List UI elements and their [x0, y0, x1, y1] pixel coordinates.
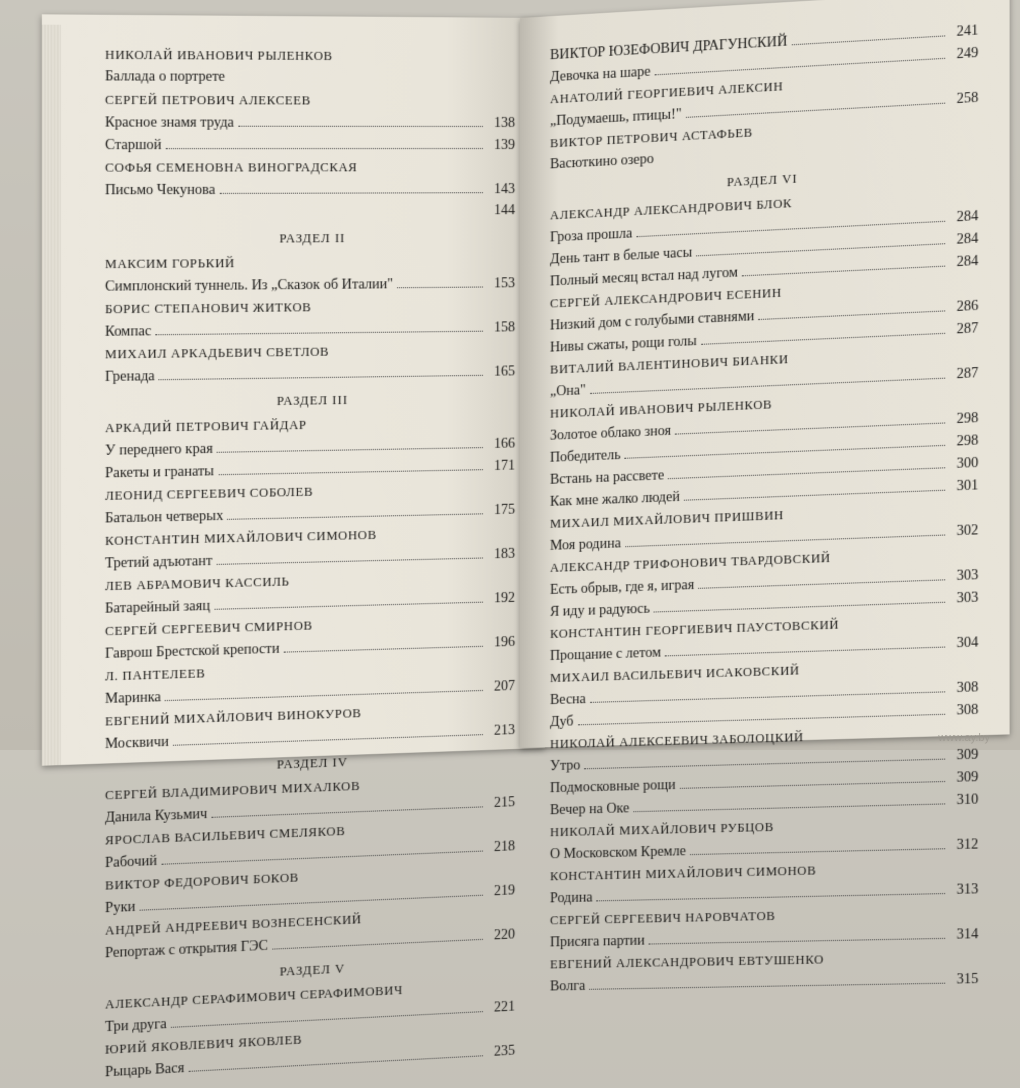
- page-number: 298: [956, 410, 979, 428]
- dot-leader: [155, 317, 482, 336]
- author-name: АНДРЕЙ АНДРЕЕВИЧ ВОЗНЕСЕНСКИЙ: [105, 912, 362, 938]
- page-number: 249: [956, 45, 979, 63]
- page-number: 215: [493, 795, 516, 811]
- author-name: ВИКТОР ПЕТРОВИЧ АСТАФЬЕВ: [549, 125, 753, 151]
- page-number: 284: [956, 231, 979, 248]
- right-page-contents: [550, 19, 978, 997]
- page-number: 153: [493, 276, 516, 292]
- page-number: 312: [956, 837, 979, 854]
- author-name: СЕРГЕЙ АЛЕКСАНДРОВИЧ ЕСЕНИН: [549, 285, 782, 311]
- work-title: Батарейный заяц: [105, 598, 211, 617]
- work-title: Маринка: [105, 689, 161, 708]
- work-title: Рабочий: [105, 853, 158, 872]
- page-number: 303: [956, 590, 979, 607]
- dot-leader: [219, 178, 483, 194]
- work-title: Рыцарь Вася: [105, 1060, 185, 1081]
- page-number: 213: [493, 723, 516, 739]
- author-name: Л. ПАНТЕЛЕЕВ: [105, 666, 206, 684]
- author-name: СЕРГЕЙ СЕРГЕЕВИЧ СМИРНОВ: [105, 618, 313, 639]
- dot-leader: [166, 134, 483, 149]
- section-heading: РАЗДЕЛ VI: [726, 171, 798, 190]
- section-heading: РАЗДЕЛ IV: [276, 754, 348, 772]
- work-title: Гренада: [105, 369, 155, 386]
- work-title: У переднего края: [105, 441, 213, 459]
- author-name: СОФЬЯ СЕМЕНОВНА ВИНОГРАДСКАЯ: [105, 160, 358, 175]
- work-title: Красное знамя труда: [105, 115, 234, 131]
- author-name: КОНСТАНТИН МИХАЙЛОВИЧ СИМОНОВ: [549, 863, 817, 884]
- page-number: 183: [493, 546, 516, 563]
- author-name: ЛЕВ АБРАМОВИЧ КАССИЛЬ: [105, 574, 290, 594]
- page-number: 143: [493, 182, 516, 198]
- right-page: [520, 0, 1010, 995]
- author-name: МАКСИМ ГОРЬКИЙ: [105, 256, 235, 272]
- work-title: Старшой: [105, 137, 162, 154]
- section-heading: РАЗДЕЛ III: [276, 392, 349, 409]
- work-title: Золотое облако зноя: [549, 423, 672, 444]
- work-title: Весна: [549, 692, 586, 709]
- page-number: 302: [956, 523, 979, 540]
- page-number: 171: [493, 458, 516, 474]
- page-number: 287: [956, 366, 979, 383]
- author-name: ВИКТОР ФЕДОРОВИЧ БОКОВ: [105, 870, 299, 893]
- page-number: 310: [956, 792, 979, 809]
- dot-leader: [397, 272, 483, 288]
- work-title: Ракеты и гранаты: [105, 464, 215, 482]
- section-heading: РАЗДЕЛ V: [279, 961, 346, 979]
- page-number: 138: [493, 115, 516, 131]
- author-name: КОНСТАНТИН МИХАЙЛОВИЧ СИМОНОВ: [105, 527, 377, 549]
- page-number: 314: [956, 927, 979, 943]
- work-title: Гаврош Брестской крепости: [105, 641, 280, 662]
- page-number: 286: [956, 298, 979, 315]
- work-title: Нивы сжаты, рощи голы: [549, 333, 697, 356]
- author-name: АЛЕКСАНДР СЕРАФИМОВИЧ СЕРАФИМОВИЧ: [105, 982, 403, 1012]
- work-title: Утро: [549, 758, 581, 775]
- page-number: 165: [493, 364, 516, 380]
- author-name: АЛЕКСАНДР АЛЕКСАНДРОВИЧ БЛОК: [549, 196, 793, 223]
- work-title: Симплонский туннель. Из „Сказок об Италии": [105, 277, 394, 295]
- work-title: Встань на рассвете: [549, 468, 665, 488]
- work-title: Три друга: [105, 1016, 167, 1036]
- page-number: 144: [493, 203, 516, 219]
- page-number: 287: [956, 321, 979, 338]
- page-number: 315: [956, 971, 979, 988]
- author-name: СЕРГЕЙ ВЛАДИМИРОВИЧ МИХАЛКОВ: [105, 778, 361, 803]
- work-title: Руки: [105, 899, 136, 917]
- open-book: [40, 18, 1020, 1081]
- toc-entry: [105, 111, 515, 134]
- page-number: 309: [956, 769, 979, 786]
- left-page-contents: [105, 44, 515, 1084]
- work-title: Родина: [549, 890, 593, 907]
- work-title: Васюткино озеро: [549, 151, 654, 173]
- page-number: 139: [493, 137, 516, 154]
- page-number: 235: [493, 1043, 516, 1060]
- work-title: Победитель: [549, 447, 621, 466]
- author-name: НИКОЛАЙ МИХАЙЛОВИЧ РУБЦОВ: [549, 819, 774, 840]
- author-name: АНАТОЛИЙ ГЕОРГИЕВИЧ АЛЕКСИН: [549, 79, 784, 107]
- page-number: 308: [956, 680, 979, 697]
- work-title: Прощание с летом: [549, 645, 661, 665]
- watermark: www.ay.by: [938, 732, 990, 744]
- page-number: 166: [493, 436, 516, 452]
- author-name: ЮРИЙ ЯКОВЛЕВИЧ ЯКОВЛЕВ: [105, 1032, 303, 1057]
- author-name: ЕВГЕНИЙ АЛЕКСАНДРОВИЧ ЕВТУШЕНКО: [549, 952, 825, 972]
- author-name: МИХАИЛ МИХАЙЛОВИЧ ПРИШВИН: [549, 508, 784, 531]
- page-number: 313: [956, 882, 979, 898]
- work-title: Я иду и радуюсь: [549, 601, 650, 621]
- page-number: 207: [493, 678, 516, 695]
- toc-entry: [105, 134, 515, 157]
- page-number: 304: [956, 635, 979, 652]
- toc-entry: [105, 66, 515, 90]
- author-name: ВИТАЛИЙ ВАЛЕНТИНОВИЧ БИАНКИ: [549, 352, 789, 377]
- page-number: 308: [956, 702, 979, 719]
- page-number: 258: [956, 90, 979, 108]
- page-number: 298: [956, 433, 979, 450]
- author-name: ЛЕОНИД СЕРГЕЕВИЧ СОБОЛЕВ: [105, 484, 314, 504]
- dot-leader: [238, 111, 483, 126]
- author-name: МИХАИЛ АРКАДЬЕВИЧ СВЕТЛОВ: [105, 344, 330, 362]
- work-title: Полный месяц встал над лугом: [549, 265, 738, 290]
- work-title: Присяга партии: [549, 933, 645, 951]
- toc-page-number-line: [105, 200, 515, 224]
- author-name: НИКОЛАЙ ИВАНОВИЧ РЫЛЕНКОВ: [105, 47, 333, 64]
- work-title: Моя родина: [549, 536, 622, 554]
- page-number: 284: [956, 253, 979, 271]
- work-title: Баллада о портрете: [105, 69, 225, 85]
- page-number: 241: [956, 23, 979, 40]
- page-number: 175: [493, 502, 516, 519]
- author-name: НИКОЛАЙ АЛЕКСЕЕВИЧ ЗАБОЛОЦКИЙ: [549, 729, 804, 752]
- page-number: 192: [493, 590, 516, 607]
- page-number: 158: [493, 320, 516, 336]
- author-name: СЕРГЕЙ ПЕТРОВИЧ АЛЕКСЕЕВ: [105, 92, 311, 108]
- page-number: 284: [956, 208, 979, 226]
- section-heading: РАЗДЕЛ II: [279, 231, 346, 246]
- work-title: Как мне жалко людей: [549, 489, 680, 510]
- page-number: 218: [493, 839, 516, 856]
- page-number: 219: [493, 883, 516, 900]
- author-name: БОРИС СТЕПАНОВИЧ ЖИТКОВ: [105, 300, 312, 317]
- work-title: „Она": [549, 383, 586, 400]
- work-title: День тант в белые часы: [549, 245, 693, 268]
- work-title: Компас: [105, 324, 152, 340]
- dot-leader: [159, 361, 483, 380]
- work-title: Вечер на Оке: [549, 801, 630, 819]
- author-name: ЯРОСЛАВ ВАСИЛЬЕВИЧ СМЕЛЯКОВ: [105, 823, 346, 848]
- work-title: Данила Кузьмич: [105, 806, 208, 827]
- work-title: Москвичи: [105, 734, 169, 753]
- author-name: АРКАДИЙ ПЕТРОВИЧ ГАЙДАР: [105, 417, 307, 436]
- dot-leader: [791, 21, 945, 45]
- page-number: 301: [956, 478, 979, 495]
- work-title: Репортаж с открытия ГЭС: [105, 938, 269, 962]
- work-title: ВИКТОР ЮЗЕФОВИЧ ДРАГУНСКИЙ: [549, 34, 788, 64]
- page-number: 221: [493, 999, 516, 1016]
- author-name: СЕРГЕЙ СЕРГЕЕВИЧ НАРОВЧАТОВ: [549, 908, 776, 928]
- work-title: Девочка на шаре: [549, 64, 651, 86]
- work-title: Подмосковные рощи: [549, 777, 676, 797]
- toc-entry: [105, 178, 515, 201]
- work-title: Третий адъютант: [105, 553, 213, 572]
- author-name: АЛЕКСАНДР ТРИФОНОВИЧ ТВАРДОВСКИЙ: [549, 550, 831, 575]
- page-number: 220: [493, 927, 516, 944]
- author-name: НИКОЛАЙ ИВАНОВИЧ РЫЛЕНКОВ: [549, 397, 773, 421]
- left-page: [42, 14, 545, 1081]
- page-number: 196: [493, 634, 516, 651]
- work-title: Гроза прошла: [549, 226, 633, 246]
- page-edges: [42, 25, 61, 766]
- author-name: МИХАИЛ ВАСИЛЬЕВИЧ ИСАКОВСКИЙ: [549, 663, 800, 686]
- work-title: О Московском Кремле: [549, 844, 686, 863]
- work-title: Волга: [549, 978, 586, 995]
- work-title: Есть обрыв, где я, играя: [549, 577, 695, 598]
- work-title: Низкий дом с голубыми ставнями: [549, 309, 755, 334]
- dot-leader: [217, 433, 483, 453]
- work-title: Дуб: [549, 714, 574, 731]
- author-name: КОНСТАНТИН ГЕОРГИЕВИЧ ПАУСТОВСКИЙ: [549, 617, 840, 642]
- page-number: 303: [956, 567, 979, 585]
- work-title: Батальон четверых: [105, 508, 224, 527]
- work-title: Письмо Чекунова: [105, 182, 216, 199]
- author-name: ЕВГЕНИЙ МИХАЙЛОВИЧ ВИНОКУРОВ: [105, 705, 362, 729]
- page-number: 309: [956, 747, 979, 764]
- page-number: 300: [956, 455, 979, 472]
- work-title: „Подумаешь, птицы!": [549, 107, 682, 130]
